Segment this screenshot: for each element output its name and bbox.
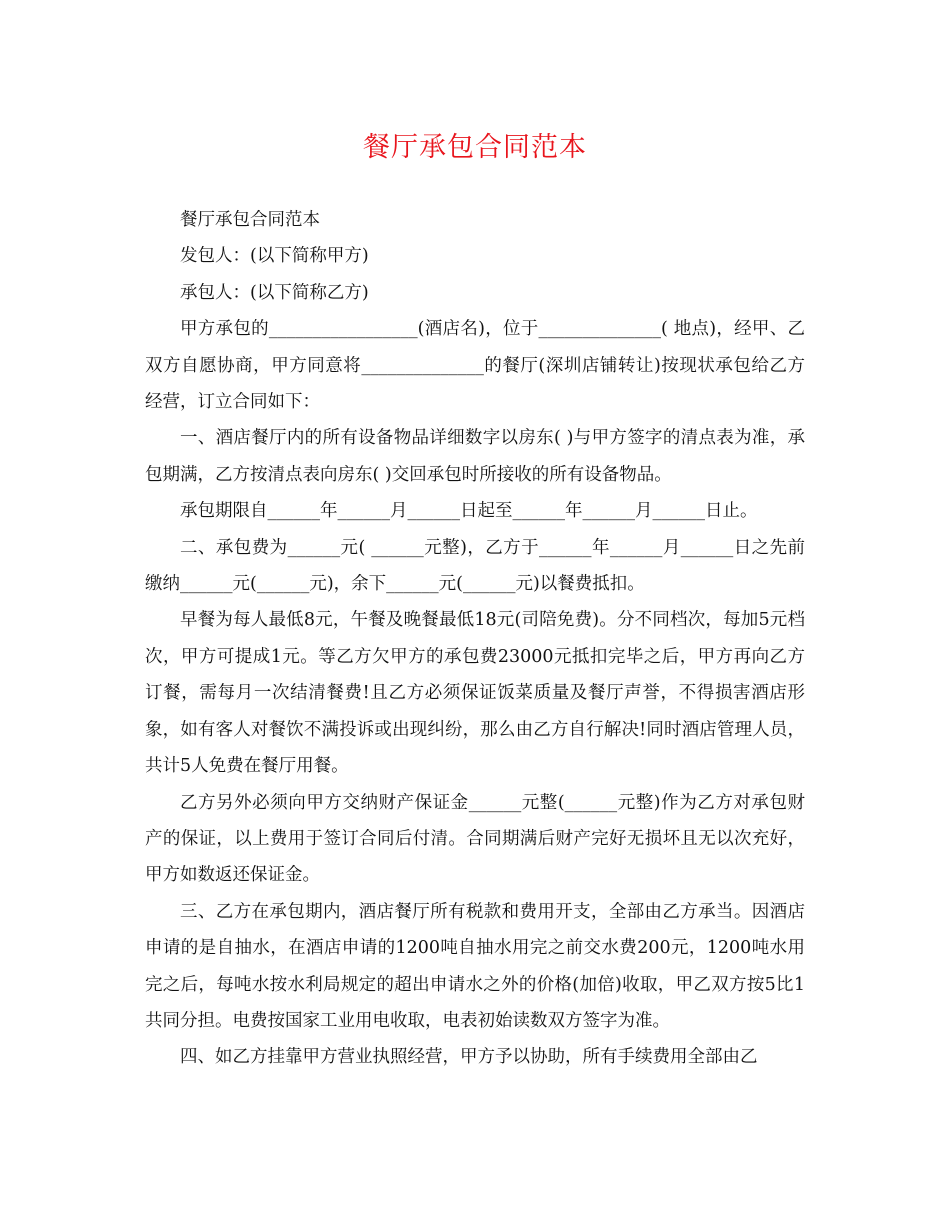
paragraph-clause-1: 一、酒店餐厅内的所有设备物品详细数字以房东( )与甲方签字的清点表为准，承包期满，乙方按清点表向房东( )交回承包时所接收的所有设备物品。 xyxy=(145,428,805,485)
paragraph-clause-4: 四、如乙方挂靠甲方营业执照经营，甲方予以协助，所有手续费用全部由乙 xyxy=(180,1047,758,1068)
paragraph-clause-3: 三、乙方在承包期内，酒店餐厅所有税款和费用开支，全部由乙方承当。因酒店申请的是自抽水，在酒店申请的1200吨自抽水用完之前交水费200元，1200吨水用完之后，每吨水按水利局规定的超出申请水之外的价格(加倍)收取，甲乙双方按5比1共同分担。电费按国家工业用电收取，电表初始读数双方签字为准。 xyxy=(145,901,805,1031)
paragraph-preamble: 甲方承包的_________________(酒店名)，位于______________( 地点)，经甲、乙双方自愿协商，甲方同意将______________的餐厅(深圳店铺转让)按现状承包给乙方经营，订立合同如下： xyxy=(145,319,805,413)
paragraph-party-a: 发包人：(以下简称甲方) xyxy=(180,246,369,267)
document-title: 餐厅承包合同范本 xyxy=(363,132,587,163)
paragraph-meals: 早餐为每人最低8元，午餐及晚餐最低18元(司陪免费)。分不同档次，每加5元档次，甲方可提成1元。等乙方欠甲方的承包费23000元抵扣完毕之后，甲方再向乙方订餐，需每月一次结清餐费!且乙方必须保证饭菜质量及餐厅声誉，不得损害酒店形象，如有客人对餐饮不满投诉或出现纠纷，那么由乙方自行解决!同时酒店管理人员，共计5人免费在餐厅用餐。 xyxy=(145,610,805,777)
paragraph-term: 承包期限自______年______月______日起至______年______月______日止。 xyxy=(180,501,758,522)
paragraph-party-b: 承包人：(以下简称乙方) xyxy=(180,282,369,303)
paragraph-clause-2: 二、承包费为______元( ______元整)，乙方于______年______月______日之先前缴纳______元(______元)，余下______元(______元)以餐费抵扣。 xyxy=(145,537,805,595)
paragraph-subtitle: 餐厅承包合同范本 xyxy=(180,210,320,230)
document-body xyxy=(145,202,805,1076)
paragraph-deposit: 乙方另外必须向甲方交纳财产保证金______元整(______元整)作为乙方对承包财产的保证，以上费用于签订合同后付清。合同期满后财产完好无损坏且无以次充好，甲方如数返还保证金。 xyxy=(145,792,805,886)
